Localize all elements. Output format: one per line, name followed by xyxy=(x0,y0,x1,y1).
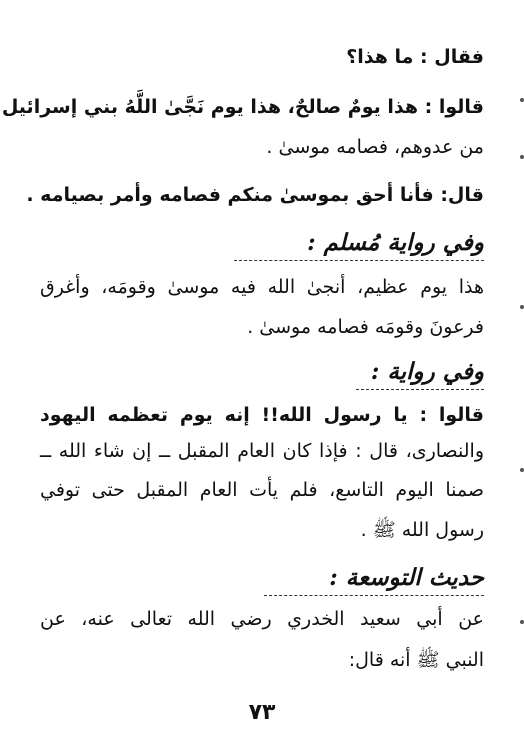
text-line-2: قالوا : هذا يومٌ صالحٌ، هذا يوم نَجَّىٰ اللَّهُ بني إسرائيل xyxy=(1,96,484,118)
section-heading-muslim-narration: وفي رواية مُسلم : xyxy=(307,229,484,256)
margin-dot-4 xyxy=(520,468,524,472)
page-number: ٧٣ xyxy=(248,700,276,725)
text-line-12: النبي ﷺ أنه قال: xyxy=(348,649,484,671)
section-heading-tawsia-hadith: حديث التوسعة : xyxy=(329,564,484,591)
margin-dot-3 xyxy=(520,305,524,309)
text-line-1: فقال : ما هذا؟ xyxy=(346,46,484,68)
text-line-9: صمنا اليوم التاسع، فلم يأت العام المقبل حتى توفي xyxy=(40,479,484,501)
section-heading-narration: وفي رواية : xyxy=(370,358,484,385)
text-line-11: عن أبي سعيد الخدري رضي الله تعالى عنه، عن xyxy=(40,608,484,630)
margin-dot-2 xyxy=(520,155,524,159)
text-line-8: والنصارى، قال : فإذا كان العام المقبل ــ إن شاء الله ــ xyxy=(40,440,484,462)
heading-underline-1 xyxy=(234,260,484,261)
text-line-4: قال: فأنا أحق بموسىٰ منكم فصامه وأمر بصيامه . xyxy=(26,184,484,206)
heading-underline-3 xyxy=(264,595,484,596)
text-line-10: رسول الله ﷺ . xyxy=(360,519,484,541)
text-line-3: من عدوهم، فصامه موسىٰ . xyxy=(266,136,484,158)
text-line-6: فرعونَ وقومَه فصامه موسىٰ . xyxy=(247,316,484,338)
margin-dot-1 xyxy=(520,98,524,102)
margin-dot-5 xyxy=(520,620,524,624)
text-line-7: قالوا : يا رسول الله!! إنه يوم تعظمه اليهود xyxy=(40,404,484,426)
text-line-5: هذا يوم عظيم، أنجىٰ الله فيه موسىٰ وقومَه، وأغرق xyxy=(40,276,484,298)
heading-underline-2 xyxy=(356,389,484,390)
